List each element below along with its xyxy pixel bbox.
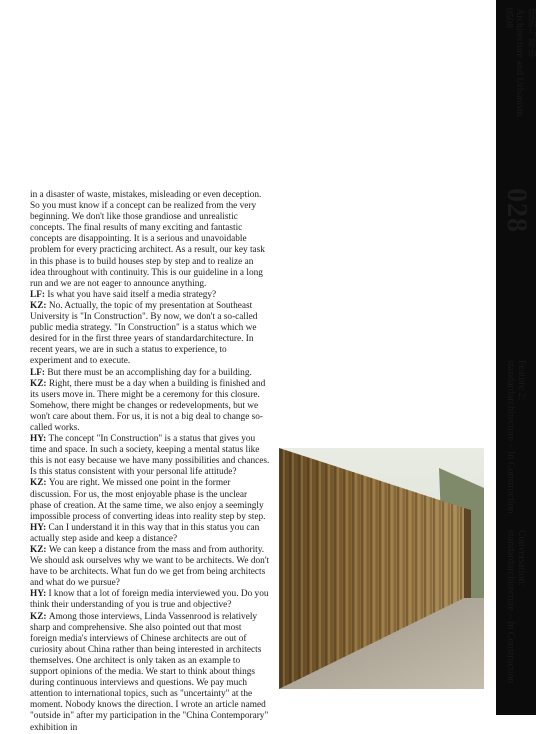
article-paragraph	[30, 379, 270, 434]
conversation-label: Conversation:	[516, 530, 527, 587]
paragraph-text: But there must be an accomplishing day for a building.	[47, 367, 252, 378]
issue-code: 0508	[503, 8, 514, 28]
speaker-label: KZ:	[30, 545, 49, 555]
feature-label: Feature 2:	[516, 360, 527, 401]
journal-header	[503, 8, 536, 117]
page-number: 028	[501, 188, 532, 233]
bamboo-facade-photo	[279, 448, 484, 689]
speaker-label: KZ:	[30, 611, 49, 622]
photo-illustration	[279, 448, 484, 689]
article-paragraph	[30, 434, 270, 478]
article-paragraph	[30, 478, 270, 522]
wall-end	[464, 508, 471, 598]
journal-title: Architecture and Urbanism	[514, 8, 525, 117]
paragraph-text: No. Actually, the topic of my presentation at Southeast University is "In Construction". By now, we don't a so-called public media strategy. "In Construction" is a status which we desired for in the first three years of standardarchitecture. In recent years, we are in such a status to experience, to experiment and to execute.	[30, 300, 258, 367]
journal-chinese-title: 建筑与都市	[525, 8, 536, 58]
conversation-title: standardarchitecture – In Construction	[505, 530, 516, 684]
paragraph-text: Is what you have said itself a media strategy?	[47, 289, 217, 300]
article-paragraph	[30, 545, 270, 589]
paragraph-text: You are right. We missed one point in the former discussion. For us, the most enjoyable phase is the unclear phase of creation. At the same time, we also enjoy a seemingly impossible process of converting ideas into reality step by step.	[30, 478, 266, 522]
speaker-label: KZ:	[30, 300, 49, 311]
speaker-label: HY:	[30, 589, 49, 600]
article-body	[30, 190, 270, 734]
feature-heading	[505, 360, 527, 514]
article-paragraph	[30, 589, 270, 611]
conversation-heading	[505, 530, 527, 684]
paragraph-text: Right, there must be a day when a building is finished and its users move in. There might be a ceremony for this closure. Somehow, there might be changes or redevelopments, but we won't care about them. For us, it is not a big deal to change so-called works.	[30, 378, 266, 433]
article-paragraph	[30, 301, 270, 368]
speaker-label: LF:	[30, 367, 48, 378]
paragraph-text: in a disaster of waste, mistakes, misleading or even deception. So you must know if a concept can be realized from the very beginning. We don't like those grandiose and unrealistic concepts. The final results of many exciting and fantastic concepts are disappointing. It is a serious and unavoidable problem for every practicing architect. As a result, our key task in this phase is to build houses step by step and to realize an idea throughout with continuity. This is our guideline in a long run and we are not eager to announce anything.	[30, 190, 265, 289]
speaker-label: KZ:	[30, 478, 49, 489]
article-paragraph	[30, 523, 270, 545]
paragraph-text: I know that a lot of foreign media interviewed you. Do you think their understanding of you is true and objective?	[30, 589, 269, 611]
article-paragraph	[30, 612, 270, 734]
article-paragraph	[30, 368, 270, 379]
paragraph-text: Among those interviews, Linda Vassenrood is relatively sharp and comprehensive. She also pointed out that most foreign media's interviews of Chinese architects are out of curiosity about China rather than being interested in architects themselves. One architect is only taken as an example to support opinions of the media. We start to think about things during continuous interviews and questions. We pay much attention to international topics, such as "uncertainty" at the moment. Nobody knows the direction. I wrote an article named "outside in" after my participation in the "China Contemporary" exhibition in	[30, 611, 269, 733]
speaker-label: KZ:	[30, 378, 49, 389]
speaker-label: HY:	[30, 434, 49, 445]
article-paragraph	[30, 290, 270, 301]
speaker-label: HY:	[30, 522, 49, 533]
paragraph-text: The concept "In Construction" is a status that gives you time and space. In such a society, keeping a mental status like this is not easy because we have many possibilities and chances. Is this status consistent with your personal life attitude?	[30, 434, 270, 478]
feature-title: standardarchitecture – In Construction	[505, 360, 516, 514]
speaker-label: LF:	[30, 289, 48, 300]
article-paragraph	[30, 190, 270, 290]
paragraph-text: Can I understand it in this way that in this status you can actually step aside and keep a distance?	[30, 522, 260, 544]
paragraph-text: We can keep a distance from the mass and from authority. We should ask ourselves why we want to be architects. We don't have to be architects. What fun do we get from being architects and what do we pursue?	[30, 545, 270, 589]
